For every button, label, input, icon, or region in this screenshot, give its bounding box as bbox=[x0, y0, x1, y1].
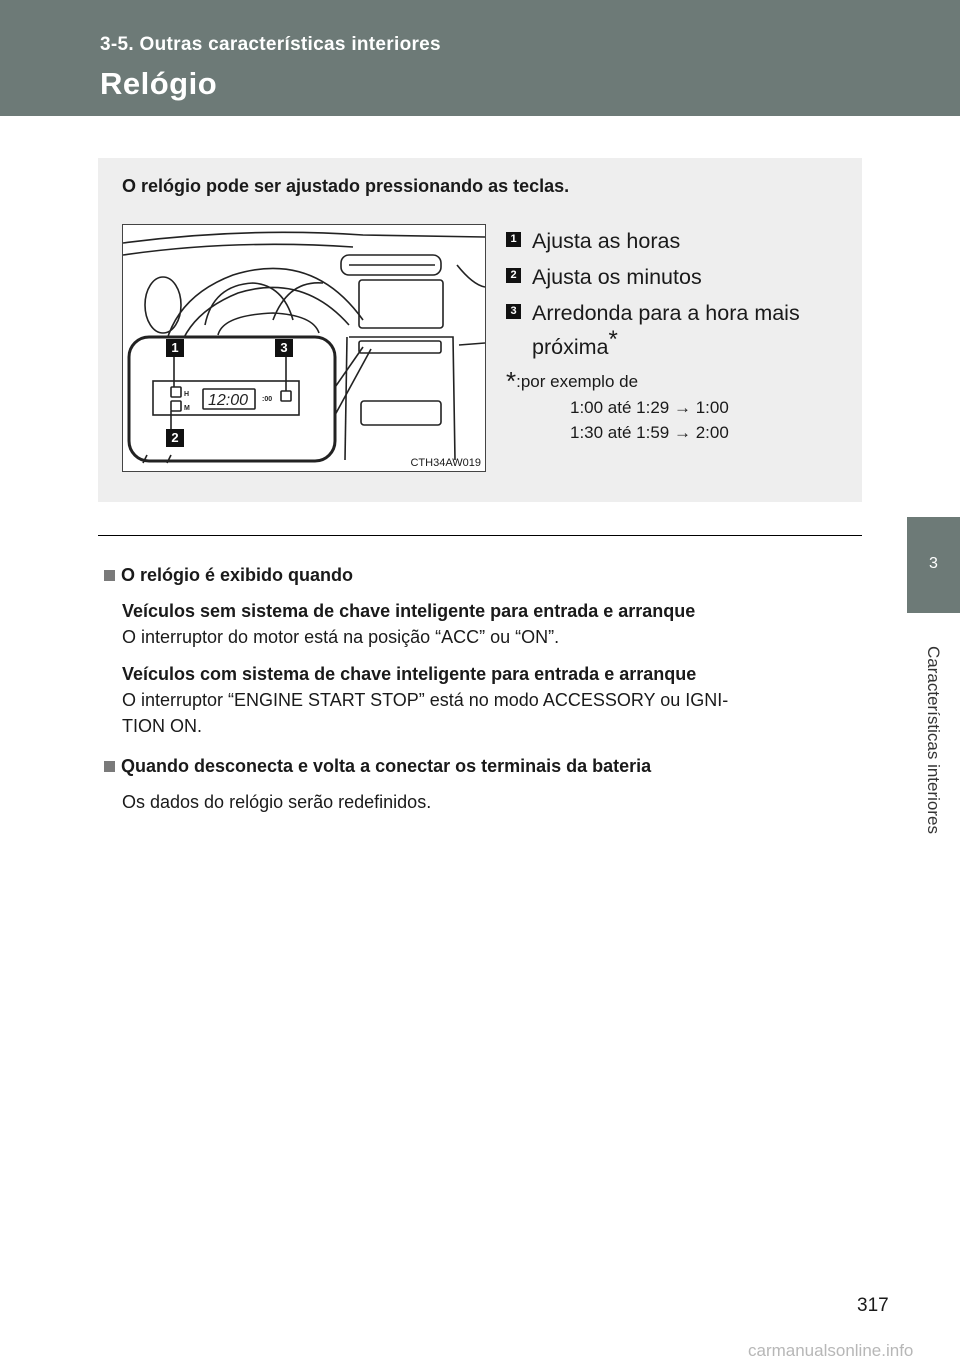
clock-display-text: 12:00 bbox=[208, 392, 249, 409]
page-header bbox=[0, 0, 960, 116]
footnote bbox=[506, 366, 846, 452]
watermark: carmanualsonline.info bbox=[748, 1341, 914, 1360]
section-heading bbox=[104, 754, 651, 778]
subheading: Veículos com sistema de chave inteligente para entrada e arranque bbox=[122, 664, 697, 684]
dashboard-drawing bbox=[123, 225, 485, 471]
paragraph-line: O interruptor “ENGINE START STOP” está no modo ACCESSORY ou IGNI- bbox=[122, 690, 729, 710]
legend-item bbox=[506, 260, 846, 296]
callout-1: 1 bbox=[171, 340, 179, 355]
legend-item bbox=[506, 296, 846, 368]
footnote-asterisk: * bbox=[506, 366, 517, 396]
legend-text bbox=[532, 296, 848, 364]
divider bbox=[98, 535, 862, 536]
asterisk-mark: * bbox=[608, 326, 618, 353]
paragraph-line: O interruptor do motor está na posição “ACC” ou “ON”. bbox=[122, 627, 560, 647]
legend-text-line2 bbox=[532, 326, 848, 364]
figure-code: CTH34AW019 bbox=[410, 457, 481, 469]
legend-list bbox=[506, 224, 846, 448]
section-heading bbox=[104, 563, 353, 587]
legend-text-line2-word: próxima bbox=[532, 335, 609, 359]
section-title: 3-5. Outras características interiores bbox=[100, 34, 441, 55]
section-heading-text: Quando desconecta e volta a conectar os terminais da bateria bbox=[121, 756, 652, 776]
key-h-label: H bbox=[184, 391, 190, 398]
footnote-lead bbox=[506, 366, 639, 396]
page-number: 317 bbox=[857, 1295, 889, 1316]
footnote-line: 1:30 até 1:59 → 2:00 bbox=[570, 423, 729, 442]
footnote-line: 1:00 até 1:29 → 1:00 bbox=[570, 398, 729, 417]
info-box bbox=[98, 158, 862, 502]
section-heading-text: O relógio é exibido quando bbox=[121, 565, 354, 585]
chapter-number: 3 bbox=[929, 555, 938, 572]
box-intro: O relógio pode ser ajustado pressionando as teclas. bbox=[122, 176, 570, 196]
chapter-label: Características interiores bbox=[924, 645, 943, 835]
legend-text-line1: Arredonda para a hora mais bbox=[532, 301, 800, 325]
paragraph-line: TION ON. bbox=[122, 716, 202, 736]
footnote-lead-text: :por exemplo de bbox=[516, 372, 639, 391]
legend-number: 1 bbox=[506, 232, 521, 247]
key-m-label: M bbox=[184, 405, 190, 412]
legend-number: 3 bbox=[506, 304, 521, 319]
dashboard-illustration bbox=[122, 224, 486, 472]
legend-text: Ajusta as horas bbox=[532, 229, 681, 253]
page-title: Relógio bbox=[100, 66, 218, 101]
subheading: Veículos sem sistema de chave inteligente para entrada e arranque bbox=[122, 601, 696, 621]
paragraph-line: Os dados do relógio serão redefinidos. bbox=[122, 792, 432, 812]
legend-number: 2 bbox=[506, 268, 521, 283]
legend-text: Ajusta os minutos bbox=[532, 265, 702, 289]
square-bullet-icon bbox=[104, 570, 115, 581]
chapter-tab bbox=[907, 517, 960, 613]
square-bullet-icon bbox=[104, 761, 115, 772]
callout-2: 2 bbox=[171, 430, 179, 445]
callout-3: 3 bbox=[280, 340, 288, 355]
key-round-label: :00 bbox=[262, 396, 273, 403]
legend-item bbox=[506, 224, 846, 260]
